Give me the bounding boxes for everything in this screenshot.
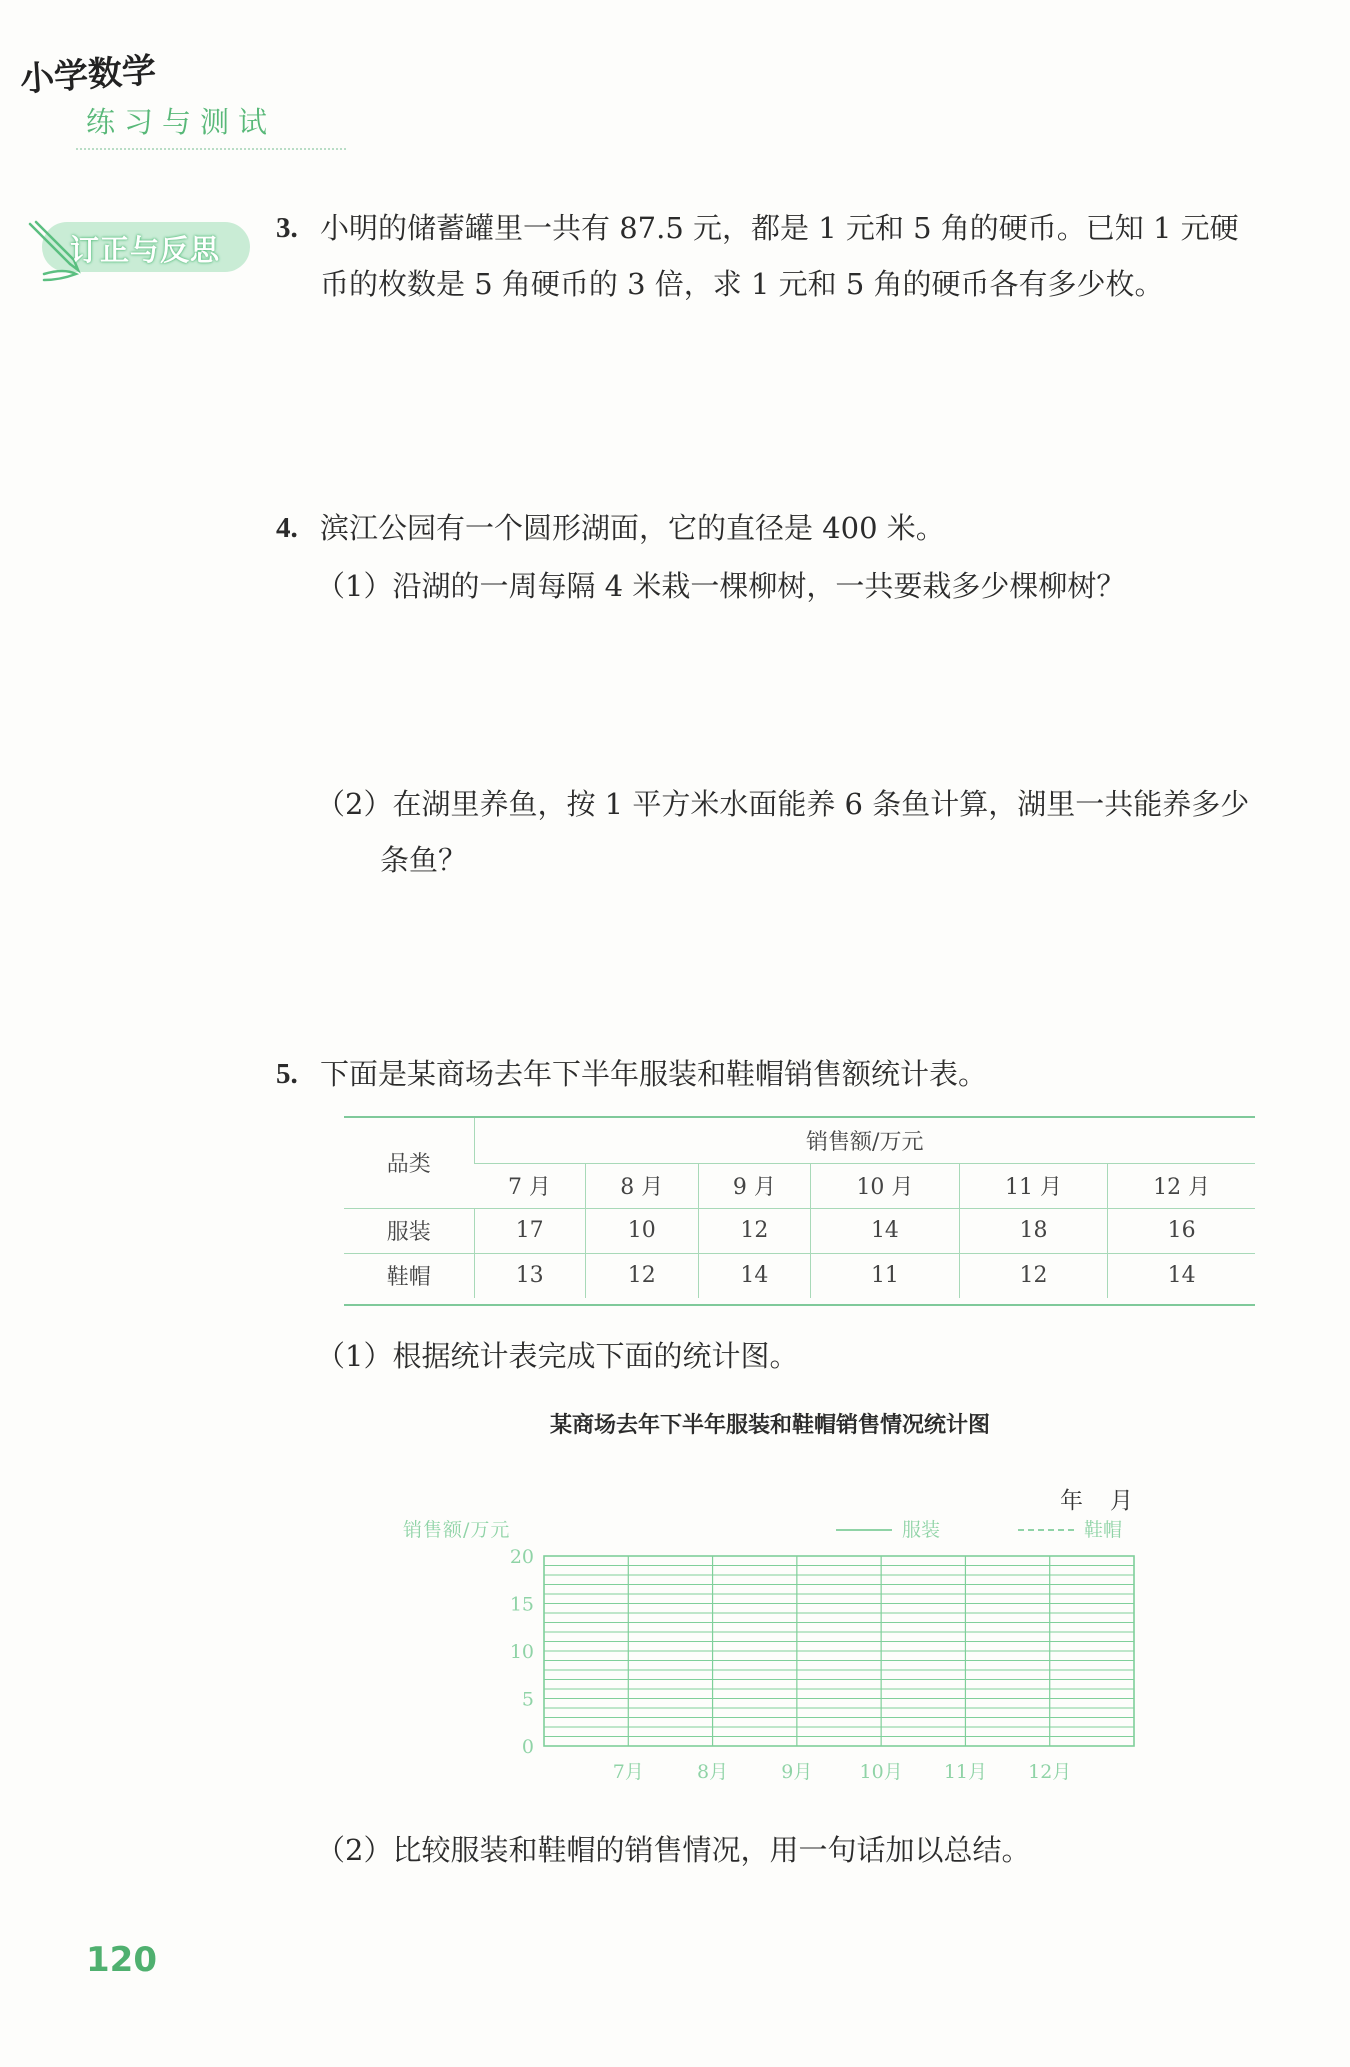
table-cell: 16 <box>1108 1208 1255 1253</box>
question-3-line-1: 小明的储蓄罐里一共有 87.5 元，都是 1 元和 5 角的硬币。已知 1 元硬 <box>320 211 1239 245</box>
x-tick-label: 8月 <box>697 1761 729 1783</box>
table-cell: 10 <box>585 1208 698 1253</box>
x-tick-label: 10月 <box>859 1761 903 1783</box>
table-cell: 11 <box>811 1253 960 1298</box>
x-tick-label: 12月 <box>1028 1761 1072 1783</box>
month-header: 10 月 <box>811 1163 960 1208</box>
table-cell: 13 <box>474 1253 585 1298</box>
month-header: 12 月 <box>1108 1163 1255 1208</box>
page-number: 120 <box>86 1940 157 1980</box>
table-cell: 14 <box>1108 1253 1255 1298</box>
plot-frame <box>544 1556 1134 1746</box>
chart-legend <box>836 1519 1122 1541</box>
table-cell: 12 <box>585 1253 698 1298</box>
header-divider <box>76 148 346 150</box>
y-axis-ticks <box>510 1546 534 1758</box>
question-5-part-1: （1）根据统计表完成下面的统计图。 <box>316 1339 799 1373</box>
question-3-number: 3. <box>276 212 298 244</box>
badge-label: 订正与反思 <box>70 233 221 267</box>
month-header: 8 月 <box>585 1163 698 1208</box>
table-bottom-rule <box>344 1304 1255 1306</box>
table-row <box>344 1253 1255 1298</box>
y-tick-label: 5 <box>521 1688 534 1711</box>
row-label-clothing: 服装 <box>344 1208 474 1253</box>
chart-title: 某商场去年下半年服装和鞋帽销售情况统计图 <box>549 1413 990 1438</box>
y-tick-label: 15 <box>509 1593 534 1616</box>
table-row <box>344 1208 1255 1253</box>
book-subtitle: 练习与测试 <box>86 105 277 139</box>
question-4-part-1: （1）沿湖的一周每隔 4 米栽一棵柳树，一共要栽多少棵柳树？ <box>316 569 1126 603</box>
question-5-text: 下面是某商场去年下半年服装和鞋帽销售额统计表。 <box>320 1057 988 1091</box>
chart-grid <box>544 1556 1134 1746</box>
table-cell: 12 <box>959 1253 1108 1298</box>
question-4-text: 滨江公园有一个圆形湖面，它的直径是 400 米。 <box>320 511 945 545</box>
table-cell: 12 <box>698 1208 811 1253</box>
x-tick-label: 11月 <box>943 1761 988 1783</box>
month-header: 11 月 <box>959 1163 1108 1208</box>
month-header: 7 月 <box>474 1163 585 1208</box>
question-3-line-2: 币的枚数是 5 角硬币的 3 倍，求 1 元和 5 角的硬币各有多少枚。 <box>320 267 1164 301</box>
row-label-shoes-hats: 鞋帽 <box>386 1265 431 1291</box>
legend-clothing-label: 服装 <box>902 1519 941 1541</box>
question-5-number: 5. <box>276 1058 298 1090</box>
sales-table <box>344 1118 1255 1298</box>
month-header: 9 月 <box>698 1163 811 1208</box>
y-tick-label: 0 <box>521 1736 534 1758</box>
table-group-header: 销售额/万元 <box>474 1118 1255 1163</box>
question-5-part-2: （2）比较服装和鞋帽的销售情况，用一句话加以总结。 <box>316 1833 1031 1867</box>
table-cell: 17 <box>474 1208 585 1253</box>
question-4-number: 4. <box>276 512 298 544</box>
y-tick-label: 10 <box>509 1641 534 1663</box>
question-4-part-2-line-1: （2）在湖里养鱼，按 1 平方米水面能养 6 条鱼计算，湖里一共能养多少 <box>316 787 1250 821</box>
y-axis-label: 销售额/万元 <box>403 1519 511 1541</box>
table-cell: 14 <box>811 1208 960 1253</box>
x-tick-label: 7月 <box>612 1761 644 1783</box>
book-series-title: 小学数学 <box>18 50 158 100</box>
chart-date-label: 年 月 <box>1060 1488 1135 1514</box>
y-tick-label: 20 <box>509 1546 534 1568</box>
x-axis-ticks <box>613 1761 1072 1783</box>
table-cell: 14 <box>698 1253 811 1298</box>
table-corner-header: 品类 <box>344 1118 474 1208</box>
x-tick-label: 9月 <box>781 1761 813 1783</box>
correction-reflection-badge <box>24 218 234 280</box>
table-cell: 18 <box>959 1208 1108 1253</box>
question-4-part-2-line-2: 条鱼？ <box>380 843 468 877</box>
legend-shoes-hats-label: 鞋帽 <box>1084 1519 1123 1541</box>
